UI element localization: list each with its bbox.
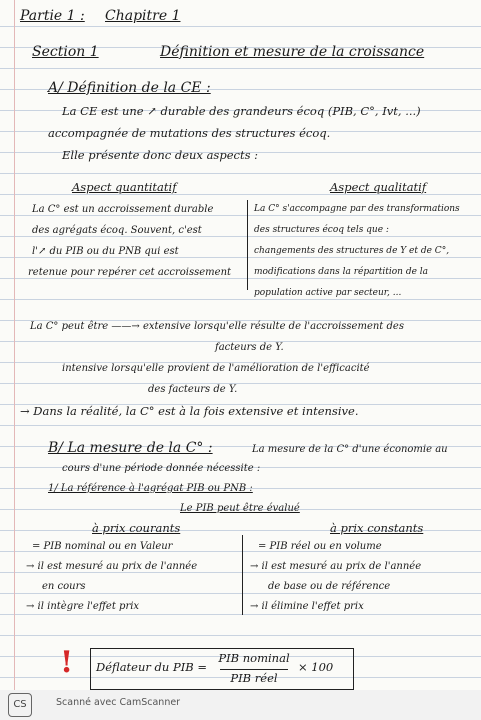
left-item-1: = PIB nominal ou en Valeur (32, 541, 173, 552)
conclusion-line: → Dans la réalité, la C° est à la fois extensive et intensive. (20, 404, 359, 418)
formula-denominator: PIB réel (230, 671, 278, 685)
section-label: Section 1 (32, 44, 99, 60)
col-left-line-4: retenue pour repérer cet accroissement (28, 267, 232, 278)
exclamation-icon: ! (60, 645, 74, 680)
right-item-3: de base ou de référence (268, 581, 391, 592)
chapitre-label: Chapitre 1 (105, 8, 181, 24)
pib-center-label: Le PIB peut être évalué (180, 503, 300, 514)
intensive-line-2: des facteurs de Y. (148, 384, 238, 395)
camscanner-logo: CS (8, 693, 32, 717)
col-left-line-2: des agrégats écoq. Souvent, c'est (32, 225, 202, 236)
col-left-line-1: La C° est un accroissement durable (32, 204, 214, 215)
left-item-2: → il est mesuré au prix de l'année (26, 561, 198, 572)
part-a-heading: A/ Définition de la CE : (48, 80, 211, 96)
camscanner-watermark: Scanné avec CamScanner (56, 697, 181, 708)
prix-constants-title: à prix constants (330, 521, 424, 535)
fraction-bar (220, 669, 288, 670)
right-item-1: = PIB réel ou en volume (258, 541, 382, 552)
column-separator (247, 200, 248, 290)
right-item-4: → il élimine l'effet prix (250, 601, 364, 612)
left-item-3: en cours (42, 581, 86, 592)
formula-lhs: Déflateur du PIB = (96, 660, 207, 674)
intensive-line-1: intensive lorsqu'elle provient de l'amélioration de l'efficacité (62, 363, 370, 374)
right-item-2: → il est mesuré au prix de l'année (250, 561, 422, 572)
section-title: Définition et mesure de la croissance (160, 44, 425, 60)
left-item-4: → il intègre l'effet prix (26, 601, 140, 612)
part-b-heading-rest: La mesure de la C° d'une économie au (252, 444, 448, 455)
col-right-title: Aspect qualitatif (330, 180, 427, 194)
partie-label: Partie 1 : (20, 8, 85, 24)
col-right-line-3: changements des structures de Y et de C°, (254, 246, 450, 256)
part-b-subheading: 1/ La référence à l'agrégat PIB ou PNB : (48, 483, 253, 494)
formula-numerator: PIB nominal (218, 651, 290, 665)
extensive-line-2: facteurs de Y. (215, 342, 284, 353)
col-right-line-2: des structures écoq tels que : (254, 225, 389, 235)
part-a-line1: La CE est une ↗ durable des grandeurs écoq (PIB, C°, Ivt, ...) (62, 104, 421, 118)
part-a-line3: Elle présente donc deux aspects : (62, 148, 258, 162)
part-a-line2: accompagnée de mutations des structures écoq. (48, 126, 331, 140)
col-right-line-5: population active par secteur, ... (254, 288, 402, 298)
col-left-line-3: l'↗ du PIB ou du PNB qui est (32, 246, 179, 257)
column-separator-b (242, 535, 243, 615)
col-right-line-4: modifications dans la répartition de la (254, 267, 429, 277)
part-b-heading: B/ La mesure de la C° : (48, 440, 213, 456)
margin-line (14, 0, 15, 690)
col-right-line-1: La C° s'accompagne par des transformations (254, 204, 460, 214)
extensive-line-1: La C° peut être ——→ extensive lorsqu'elle résulte de l'accroissement des (30, 321, 404, 332)
formula-multiplier: × 100 (298, 660, 334, 674)
prix-courants-title: à prix courants (92, 521, 181, 535)
part-b-line2: cours d'une période donnée nécessite : (62, 463, 261, 474)
col-left-title: Aspect quantitatif (72, 180, 177, 194)
